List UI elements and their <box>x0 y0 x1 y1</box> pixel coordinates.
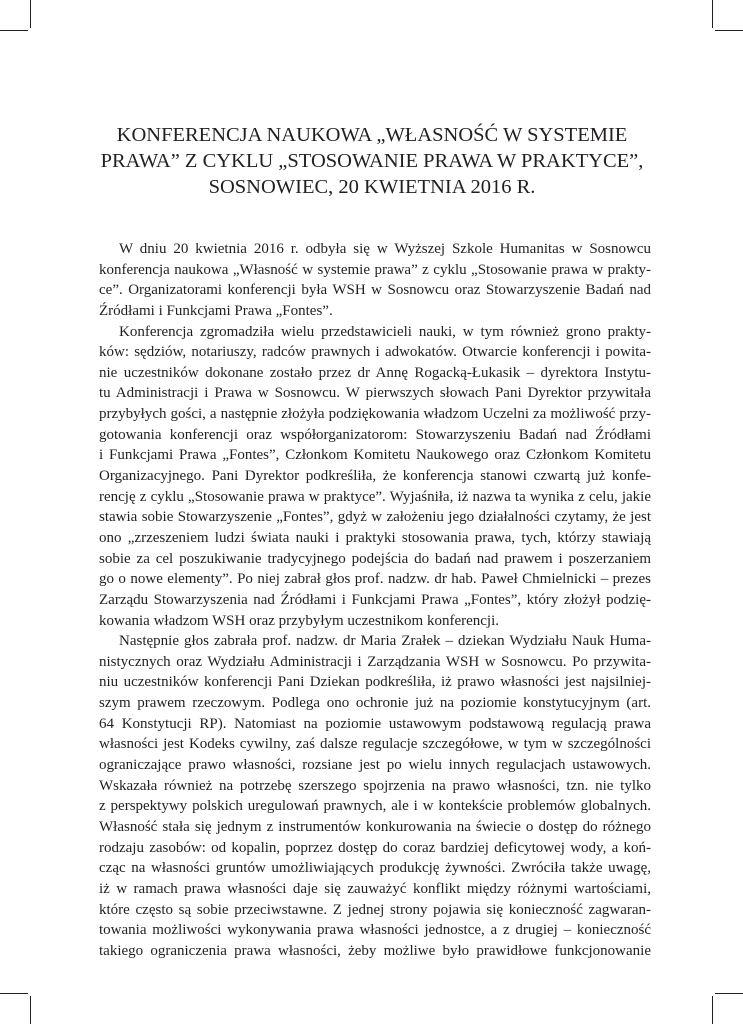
title-line: SOSNOWIEC, 20 KWIETNIA 2016 R. <box>208 176 536 198</box>
text-line: ograniczające prawo własności, rozsiane jest po wielu innych regulacjach ustawowych. <box>99 757 651 774</box>
text-line: i Funkcjami Prawa „Fontes”, Członkom Komitetu Naukowego oraz Członkom Komitetu <box>99 447 651 464</box>
text-line: rodzaju zasobów: od kopalin, poprzez dostęp do coraz bardziej deficytowej wody, a koń- <box>99 839 651 856</box>
crop-mark-left-bottom <box>0 993 28 994</box>
text-line: iż w ramach prawa własności daje się zauważyć konflikt między różnymi wartościami, <box>99 880 651 897</box>
text-line: gotowania konferencji oraz współorganizatorom: Stowarzyszeniu Badań nad Źródłami <box>99 426 651 443</box>
text-line: sobie za cel poszukiwanie tradycyjnego podejścia do badań nad prawem i poszerzaniem <box>99 550 651 567</box>
text-line: Konferencja zgromadziła wielu przedstawicieli nauki, w tym również grono prakty- <box>119 323 651 340</box>
text-line: ków: sędziów, notariuszy, radców prawnych i adwokatów. Otwarcie konferencji i powita- <box>99 344 651 361</box>
article-title <box>80 122 664 200</box>
text-line: Źródłami i Funkcjami Prawa „Fontes”. <box>99 302 333 319</box>
text-line: stawia sobie Stowarzyszenie „Fontes”, gdyż w założeniu jego działalności czytamy, że jest <box>99 509 651 526</box>
text-line: szym prawem rzeczowym. Podlega ono ochronie już na poziomie konstytucyjnym (art. <box>99 695 651 712</box>
text-line: które często są sobie przeciwstawne. Z jednej strony pojawia się konieczność zagwaran- <box>99 901 651 918</box>
text-line: W dniu 20 kwietnia 2016 r. odbyła się w Wyższej Szkole Humanitas w Sosnowcu <box>119 241 651 257</box>
text-line: konferencja naukowa „Własność w systemie prawa” z cyklu „Stosowanie prawa w prakty- <box>99 261 651 278</box>
paragraph-2 <box>99 322 651 632</box>
text-line: z perspektywy polskich uregulowań prawnych, ale i w kontekście problemów globalnych. <box>99 798 651 815</box>
text-line: niu uczestników konferencji Pani Dziekan podkreśliła, iż prawo własności jest najsilniej- <box>99 674 651 691</box>
crop-mark-bottom-left <box>30 996 31 1024</box>
text-line: cząc na własności gruntów umożliwiających produkcję żywności. Zwróciła także uwagę, <box>99 860 651 877</box>
text-line: takiego ograniczenia prawa własności, żeby możliwe było prawidłowe funkcjonowanie <box>99 942 651 959</box>
crop-mark-top-right <box>712 0 713 28</box>
text-line: Następnie głos zabrała prof. nadzw. dr Maria Zrałek – dziekan Wydziału Nauk Huma- <box>119 633 651 650</box>
text-line: nie uczestników dokonane zostało przez dr Annę Rogacką-Łukasik – dyrektora Instytu- <box>99 364 651 381</box>
text-line: przybyłych gości, a następnie złożyła podziękowania władzom Uczelni za możliwość przy- <box>99 406 651 423</box>
title-line: KONFERENCJA NAUKOWA „WŁASNOŚĆ W SYSTEMIE <box>116 124 628 146</box>
text-line: Zarządu Stowarzyszenia nad Źródłami i Funkcjami Prawa „Fontes”, który złożył podzię- <box>99 591 651 608</box>
text-line: 64 Konstytucji RP). Natomiast na poziomie ustawowym podstawową regulacją prawa <box>99 715 651 732</box>
text-line: własności jest Kodeks cywilny, zaś dalsze regulacje szczegółowe, w tym w szczególności <box>99 736 651 753</box>
text-line: kowania władzom WSH oraz przybyłym uczestnikom konferencji. <box>99 612 500 629</box>
crop-mark-bottom-right <box>712 996 713 1024</box>
title-line: PRAWA” Z CYKLU „STOSOWANIE PRAWA W PRAKTYCE”, <box>100 150 644 172</box>
text-line: Wskazała również na potrzebę szerszego spojrzenia na prawo własności, tzn. nie tylko <box>99 777 651 794</box>
text-line: rencję z cyklu „Stosowanie prawa w praktyce”. Wyjaśniła, iż nazwa ta wynika z celu, jakie <box>99 488 651 505</box>
text-line: tu Administracji i Prawa w Sosnowcu. W pierwszych słowach Pani Dyrektor przywitała <box>99 385 651 402</box>
text-line: Własność stała się jednym z instrumentów konkurowania na świecie o dostęp do różnego <box>99 818 651 835</box>
text-line: go o nowe elementy”. Po niej zabrał głos prof. nadzw. dr hab. Paweł Chmielnicki – prezes <box>99 571 651 588</box>
crop-mark-top-left <box>30 0 31 28</box>
crop-mark-left-top <box>0 30 28 31</box>
text-line: nistycznych oraz Wydziału Administracji i Zarządzania WSH w Sosnowcu. Po przywita- <box>99 653 651 670</box>
text-line: ono „zrzeszeniem ludzi świata nauki i praktyki stosowania prawa, tych, którzy stawiają <box>99 529 651 546</box>
text-line: ce”. Organizatorami konferencji była WSH w Sosnowcu oraz Stowarzyszenie Badań nad <box>99 282 651 299</box>
paragraph-3 <box>99 631 651 961</box>
text-line: Organizacyjnego. Pani Dyrektor podkreśliła, że konferencja stanowi czwartą już konfe- <box>99 468 651 485</box>
article-body <box>99 239 651 961</box>
crop-mark-right-top <box>715 30 743 31</box>
crop-mark-right-bottom <box>715 993 743 994</box>
text-line: towania możliwości wykonywania prawa własności jednostce, a z drugiej – konieczność <box>99 922 651 939</box>
paragraph-1 <box>99 239 651 322</box>
